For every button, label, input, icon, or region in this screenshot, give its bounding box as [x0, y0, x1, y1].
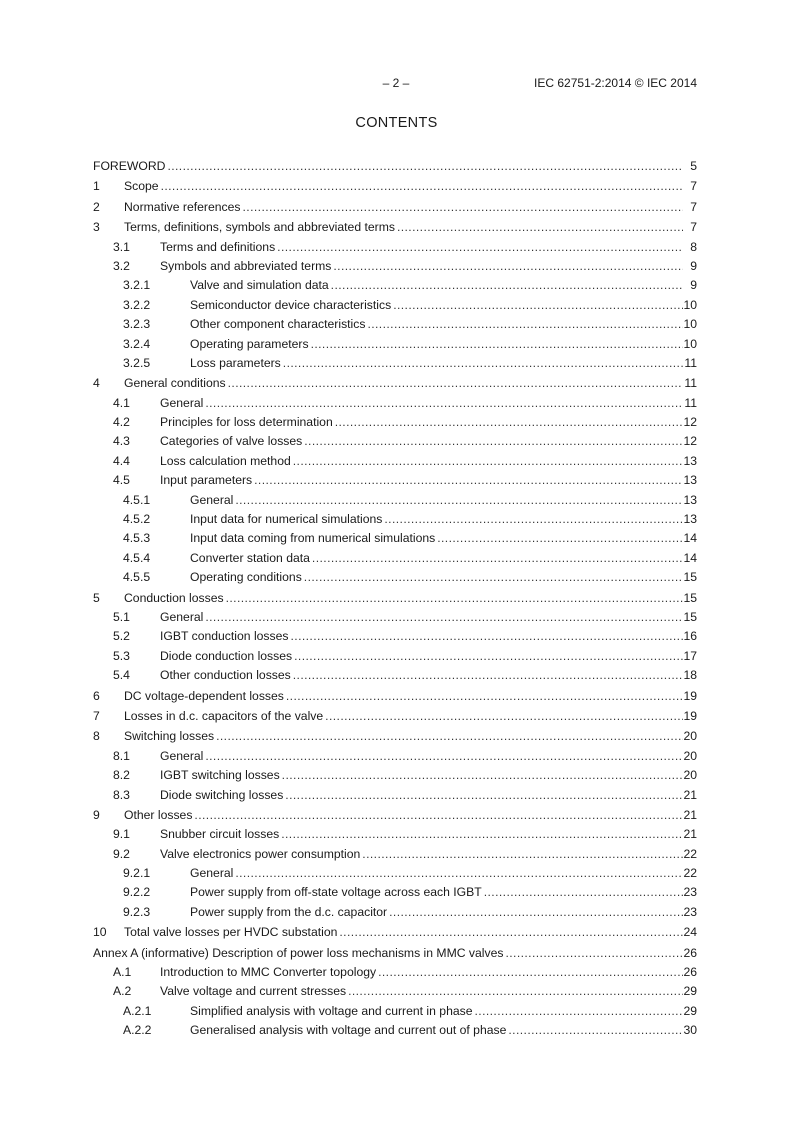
- toc-entry-number: 8.2: [113, 768, 130, 783]
- toc-entry-number: 2: [93, 199, 100, 214]
- toc-entry[interactable]: [93, 177, 697, 196]
- toc-entry-number: 1: [93, 179, 100, 194]
- toc-entry[interactable]: [93, 491, 697, 510]
- dot-leader: [243, 198, 683, 217]
- toc-entry-number: 3: [93, 220, 100, 235]
- toc-entry-title: IGBT switching losses: [160, 766, 282, 785]
- dot-leader: [283, 354, 683, 373]
- toc-entry[interactable]: [93, 766, 697, 785]
- toc-entry-number: 4.5.1: [123, 492, 151, 507]
- toc-entry-number: 8: [93, 729, 100, 744]
- toc-entry-number: 8.3: [113, 787, 130, 802]
- toc-entry[interactable]: [93, 647, 697, 666]
- toc-entry-title: General conditions: [124, 374, 228, 393]
- toc-entry-title: Valve and simulation data: [190, 276, 331, 295]
- toc-entry-title: Power supply from the d.c. capacitor: [190, 903, 389, 922]
- toc-entry[interactable]: [93, 257, 697, 276]
- toc-entry-page: 24: [683, 925, 697, 940]
- dot-leader: [281, 825, 683, 844]
- toc-entry-page: 22: [683, 866, 697, 881]
- dot-leader: [339, 923, 683, 942]
- toc-entry[interactable]: [93, 452, 697, 471]
- dot-leader: [293, 666, 683, 685]
- dot-leader: [235, 864, 683, 883]
- toc-entry-title: Symbols and abbreviated terms: [160, 257, 333, 276]
- toc-entry-title: Terms, definitions, symbols and abbreviated terms: [124, 218, 397, 237]
- toc-entry-page: 18: [683, 668, 697, 683]
- toc-entry[interactable]: [93, 335, 697, 354]
- toc-entry-title: General: [190, 491, 235, 510]
- toc-entry-title: Annex A (informative) Description of power loss mechanisms in MMC valves: [93, 944, 505, 963]
- toc-entry-page: 13: [683, 453, 697, 468]
- table-of-contents: [93, 157, 697, 1041]
- toc-entry-page: 29: [683, 1003, 697, 1018]
- page-number: – 2 –: [382, 76, 410, 90]
- toc-entry-page: 19: [683, 708, 697, 723]
- toc-entry-page: 15: [683, 590, 697, 605]
- dot-leader: [304, 568, 683, 587]
- toc-entry[interactable]: [93, 923, 697, 942]
- toc-entry[interactable]: [93, 747, 697, 766]
- toc-entry[interactable]: [93, 276, 697, 295]
- dot-leader: [205, 608, 683, 627]
- toc-entry-page: 26: [683, 965, 697, 980]
- dot-leader: [311, 335, 683, 354]
- dot-leader: [393, 296, 683, 315]
- dot-leader: [285, 786, 683, 805]
- toc-entry-number: 4.3: [113, 434, 130, 449]
- toc-entry[interactable]: [93, 727, 697, 746]
- dot-leader: [294, 647, 683, 666]
- toc-entry-page: 20: [683, 729, 697, 744]
- dot-leader: [505, 944, 683, 963]
- toc-entry-number: 9.2.2: [123, 885, 151, 900]
- toc-entry-page: 29: [683, 984, 697, 999]
- dot-leader: [254, 471, 683, 490]
- dot-leader: [194, 806, 683, 825]
- toc-entry-page: 21: [683, 807, 697, 822]
- toc-entry-number: 9.2.1: [123, 866, 151, 881]
- toc-entry[interactable]: [93, 786, 697, 805]
- toc-entry[interactable]: [93, 510, 697, 529]
- toc-entry-number: 5: [93, 590, 100, 605]
- toc-entry-page: 12: [683, 434, 697, 449]
- toc-entry-number: 6: [93, 688, 100, 703]
- toc-entry-title: Terms and definitions: [160, 238, 277, 257]
- toc-entry[interactable]: [93, 157, 697, 176]
- toc-entry[interactable]: [93, 864, 697, 883]
- toc-entry-page: 10: [683, 317, 697, 332]
- toc-entry-title: Operating conditions: [190, 568, 304, 587]
- toc-entry-number: 5.2: [113, 629, 130, 644]
- toc-entry-title: Diode conduction losses: [160, 647, 294, 666]
- toc-entry-number: 5.3: [113, 648, 130, 663]
- dot-leader: [226, 589, 683, 608]
- dot-leader: [508, 1021, 683, 1040]
- toc-entry-title: Switching losses: [124, 727, 216, 746]
- dot-leader: [216, 727, 683, 746]
- toc-entry-title: General: [160, 394, 205, 413]
- toc-entry-number: 4.5.2: [123, 512, 151, 527]
- toc-entry-page: 9: [690, 278, 697, 293]
- toc-entry-number: A.2: [113, 984, 132, 999]
- toc-entry[interactable]: [93, 707, 697, 726]
- toc-entry-title: General: [160, 747, 205, 766]
- toc-entry-number: 9: [93, 807, 100, 822]
- toc-entry-number: 4.4: [113, 453, 130, 468]
- dot-leader: [335, 413, 683, 432]
- toc-entry[interactable]: [93, 883, 697, 902]
- toc-entry-title: Conduction losses: [124, 589, 226, 608]
- dot-leader: [205, 747, 683, 766]
- toc-entry-page: 7: [690, 179, 697, 194]
- dot-leader: [235, 491, 683, 510]
- toc-entry-number: 8.1: [113, 748, 130, 763]
- toc-entry-number: 4: [93, 376, 100, 391]
- toc-entry-page: 20: [683, 748, 697, 763]
- toc-entry-title: Generalised analysis with voltage and current out of phase: [190, 1021, 508, 1040]
- dot-leader: [312, 549, 683, 568]
- document-reference: IEC 62751-2:2014 © IEC 2014: [534, 76, 697, 90]
- toc-entry-number: 3.2.1: [123, 278, 151, 293]
- toc-entry-title: IGBT conduction losses: [160, 627, 291, 646]
- toc-entry-number: 3.1: [113, 239, 130, 254]
- toc-entry-page: 17: [683, 648, 697, 663]
- toc-entry[interactable]: [93, 825, 697, 844]
- toc-entry-number: 7: [93, 708, 100, 723]
- toc-entry-title: Introduction to MMC Converter topology: [160, 963, 378, 982]
- dot-leader: [291, 627, 684, 646]
- toc-entry[interactable]: [93, 1021, 697, 1040]
- dot-leader: [205, 394, 683, 413]
- toc-entry-page: 11: [684, 395, 697, 410]
- toc-entry[interactable]: [93, 218, 697, 237]
- dot-leader: [325, 707, 683, 726]
- toc-entry[interactable]: [93, 568, 697, 587]
- toc-entry-title: General: [190, 864, 235, 883]
- toc-entry-page: 11: [684, 355, 697, 370]
- toc-entry-title: Semiconductor device characteristics: [190, 296, 393, 315]
- toc-entry-number: 4.5.3: [123, 531, 151, 546]
- dot-leader: [331, 276, 683, 295]
- toc-entry-page: 11: [684, 376, 697, 391]
- toc-entry-title: Converter station data: [190, 549, 312, 568]
- dot-leader: [333, 257, 683, 276]
- toc-entry-title: Loss calculation method: [160, 452, 293, 471]
- toc-entry[interactable]: [93, 903, 697, 922]
- toc-entry-number: 3.2.3: [123, 317, 151, 332]
- toc-entry-number: 4.5.4: [123, 550, 151, 565]
- toc-entry-title: Scope: [124, 177, 161, 196]
- toc-entry[interactable]: [93, 589, 697, 608]
- toc-entry-page: 10: [683, 336, 697, 351]
- toc-entry-title: Other conduction losses: [160, 666, 293, 685]
- toc-entry-number: 10: [93, 925, 107, 940]
- toc-entry-number: 3.2.4: [123, 336, 151, 351]
- toc-entry-title: Other losses: [124, 806, 194, 825]
- toc-entry[interactable]: [93, 608, 697, 627]
- dot-leader: [389, 903, 683, 922]
- toc-entry[interactable]: [93, 666, 697, 685]
- dot-leader: [397, 218, 683, 237]
- toc-entry-page: 14: [683, 550, 697, 565]
- dot-leader: [161, 177, 683, 196]
- toc-entry-page: 10: [683, 297, 697, 312]
- toc-entry-title: Valve voltage and current stresses: [160, 982, 348, 1001]
- toc-entry-title: Snubber circuit losses: [160, 825, 281, 844]
- page-title: CONTENTS: [355, 115, 438, 131]
- toc-entry[interactable]: [93, 354, 697, 373]
- toc-entry-number: A.2.1: [123, 1003, 152, 1018]
- toc-entry-number: 3.2: [113, 258, 130, 273]
- toc-entry-page: 23: [683, 885, 697, 900]
- toc-entry[interactable]: [93, 374, 697, 393]
- dot-leader: [228, 374, 683, 393]
- toc-entry-title: Power supply from off-state voltage across each IGBT: [190, 883, 484, 902]
- toc-entry[interactable]: [93, 549, 697, 568]
- toc-entry-page: 26: [683, 945, 697, 960]
- dot-leader: [304, 432, 683, 451]
- toc-entry[interactable]: [93, 394, 697, 413]
- toc-entry-title: Input data for numerical simulations: [190, 510, 384, 529]
- toc-entry-page: 15: [683, 570, 697, 585]
- toc-entry-title: Simplified analysis with voltage and current in phase: [190, 1002, 475, 1021]
- toc-entry-number: 5.4: [113, 668, 130, 683]
- toc-entry[interactable]: [93, 529, 697, 548]
- toc-entry[interactable]: [93, 963, 697, 982]
- toc-entry-title: Loss parameters: [190, 354, 283, 373]
- dot-leader: [367, 315, 683, 334]
- toc-entry-title: Operating parameters: [190, 335, 311, 354]
- dot-leader: [362, 845, 683, 864]
- toc-entry-page: 21: [683, 827, 697, 842]
- toc-entry-page: 13: [683, 512, 697, 527]
- toc-entry-number: A.1: [113, 965, 132, 980]
- dot-leader: [348, 982, 683, 1001]
- toc-entry[interactable]: [93, 471, 697, 490]
- dot-leader: [475, 1002, 684, 1021]
- toc-entry-title: General: [160, 608, 205, 627]
- toc-entry-page: 5: [690, 159, 697, 173]
- toc-entry-page: 14: [683, 531, 697, 546]
- toc-entry-page: 16: [683, 629, 697, 644]
- toc-entry[interactable]: [93, 413, 697, 432]
- dot-leader: [384, 510, 683, 529]
- dot-leader: [167, 157, 683, 176]
- dot-leader: [277, 238, 683, 257]
- toc-entry[interactable]: [93, 432, 697, 451]
- toc-entry-title: Categories of valve losses: [160, 432, 304, 451]
- toc-entry[interactable]: [93, 296, 697, 315]
- toc-entry-number: 9.2: [113, 846, 130, 861]
- toc-entry-number: 9.2.3: [123, 904, 151, 919]
- toc-entry-number: 5.1: [113, 609, 130, 624]
- dot-leader: [378, 963, 683, 982]
- toc-entry-title: DC voltage-dependent losses: [124, 687, 286, 706]
- toc-entry[interactable]: [93, 1002, 697, 1021]
- dot-leader: [286, 687, 683, 706]
- dot-leader: [282, 766, 683, 785]
- toc-entry[interactable]: [93, 315, 697, 334]
- toc-entry-title: Diode switching losses: [160, 786, 285, 805]
- toc-entry-page: 15: [683, 609, 697, 624]
- toc-entry-page: 23: [683, 904, 697, 919]
- toc-entry-number: 4.5.5: [123, 570, 151, 585]
- toc-entry-page: 12: [683, 415, 697, 430]
- toc-entry[interactable]: [93, 982, 697, 1001]
- toc-entry[interactable]: [93, 845, 697, 864]
- toc-entry-title: Valve electronics power consumption: [160, 845, 362, 864]
- toc-entry-page: 30: [683, 1023, 697, 1038]
- toc-entry-page: 13: [683, 473, 697, 488]
- toc-entry-title: FOREWORD: [93, 157, 167, 176]
- dot-leader: [484, 883, 683, 902]
- toc-entry-page: 21: [683, 787, 697, 802]
- toc-entry-number: 4.1: [113, 395, 130, 410]
- toc-entry[interactable]: [93, 198, 697, 217]
- toc-entry-title: Principles for loss determination: [160, 413, 335, 432]
- toc-entry-page: 7: [690, 220, 697, 235]
- toc-entry-title: Input data coming from numerical simulations: [190, 529, 437, 548]
- toc-entry-title: Other component characteristics: [190, 315, 367, 334]
- toc-entry-page: 13: [683, 492, 697, 507]
- toc-entry[interactable]: [93, 238, 697, 257]
- toc-entry-page: 19: [683, 688, 697, 703]
- toc-entry-number: 4.2: [113, 415, 130, 430]
- toc-entry-number: 3.2.5: [123, 355, 151, 370]
- toc-entry-title: Normative references: [124, 198, 243, 217]
- dot-leader: [437, 529, 683, 548]
- toc-entry-page: 20: [683, 768, 697, 783]
- toc-entry[interactable]: [93, 687, 697, 706]
- toc-entry[interactable]: [93, 627, 697, 646]
- toc-entry-title: Total valve losses per HVDC substation: [124, 923, 339, 942]
- toc-entry-number: 3.2.2: [123, 297, 151, 312]
- toc-entry[interactable]: [93, 806, 697, 825]
- toc-entry-number: 4.5: [113, 473, 130, 488]
- toc-entry-page: 7: [690, 199, 697, 214]
- toc-entry[interactable]: [93, 944, 697, 963]
- toc-entry-page: 8: [690, 239, 697, 254]
- dot-leader: [293, 452, 683, 471]
- toc-entry-page: 9: [690, 258, 697, 273]
- toc-entry-title: Input parameters: [160, 471, 254, 490]
- toc-entry-title: Losses in d.c. capacitors of the valve: [124, 707, 325, 726]
- toc-entry-number: A.2.2: [123, 1023, 152, 1038]
- toc-entry-number: 9.1: [113, 827, 130, 842]
- toc-entry-page: 22: [683, 846, 697, 861]
